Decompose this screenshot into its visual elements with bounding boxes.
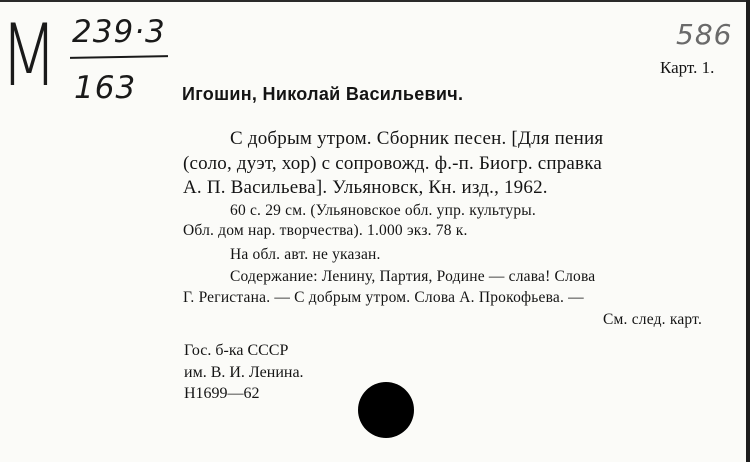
details-line-2: Обл. дом нар. творчества). 1.000 экз. 78 к. [183, 222, 468, 239]
details-line-3: На обл. авт. не указан. [230, 246, 381, 263]
pencil-mark: 586 [676, 18, 733, 51]
author-heading: Игошин, Николай Васильевич. [182, 84, 464, 104]
call-number-top: 239·3 [72, 14, 166, 50]
call-number-bottom: 163 [74, 70, 137, 106]
contents-line-2: Г. Регистана. — С добрым утром. Слова А. Прокофьева. — [183, 289, 584, 306]
library-imprint [184, 340, 304, 405]
library-line-2: им. В. И. Ленина. [184, 363, 304, 381]
contents-line-1: Содержание: Ленину, Партия, Родине — слава! Слова [230, 268, 596, 285]
punch-hole [358, 382, 414, 438]
description-line-3: А. П. Васильева]. Ульяновск, Кн. изд., 1962. [183, 177, 548, 198]
library-line-3: Н1699—62 [184, 385, 260, 402]
library-line-1: Гос. б-ка СССР [184, 342, 289, 359]
card-label: Карт. 1. [660, 58, 715, 77]
description-line-2: (соло, дуэт, хор) с сопровожд. ф.-п. Биогр. справка [183, 153, 602, 174]
description-line-1: С добрым утром. Сборник песен. [Для пения [230, 128, 604, 149]
card-top-edge [0, 0, 750, 2]
card-right-edge [746, 0, 750, 462]
call-number-divider [70, 55, 168, 59]
details-line-1: 60 с. 29 см. (Ульяновское обл. упр. культуры. [230, 202, 536, 219]
call-number-letter: М [0, 6, 55, 106]
see-next-card: См. след. карт. [603, 311, 703, 328]
